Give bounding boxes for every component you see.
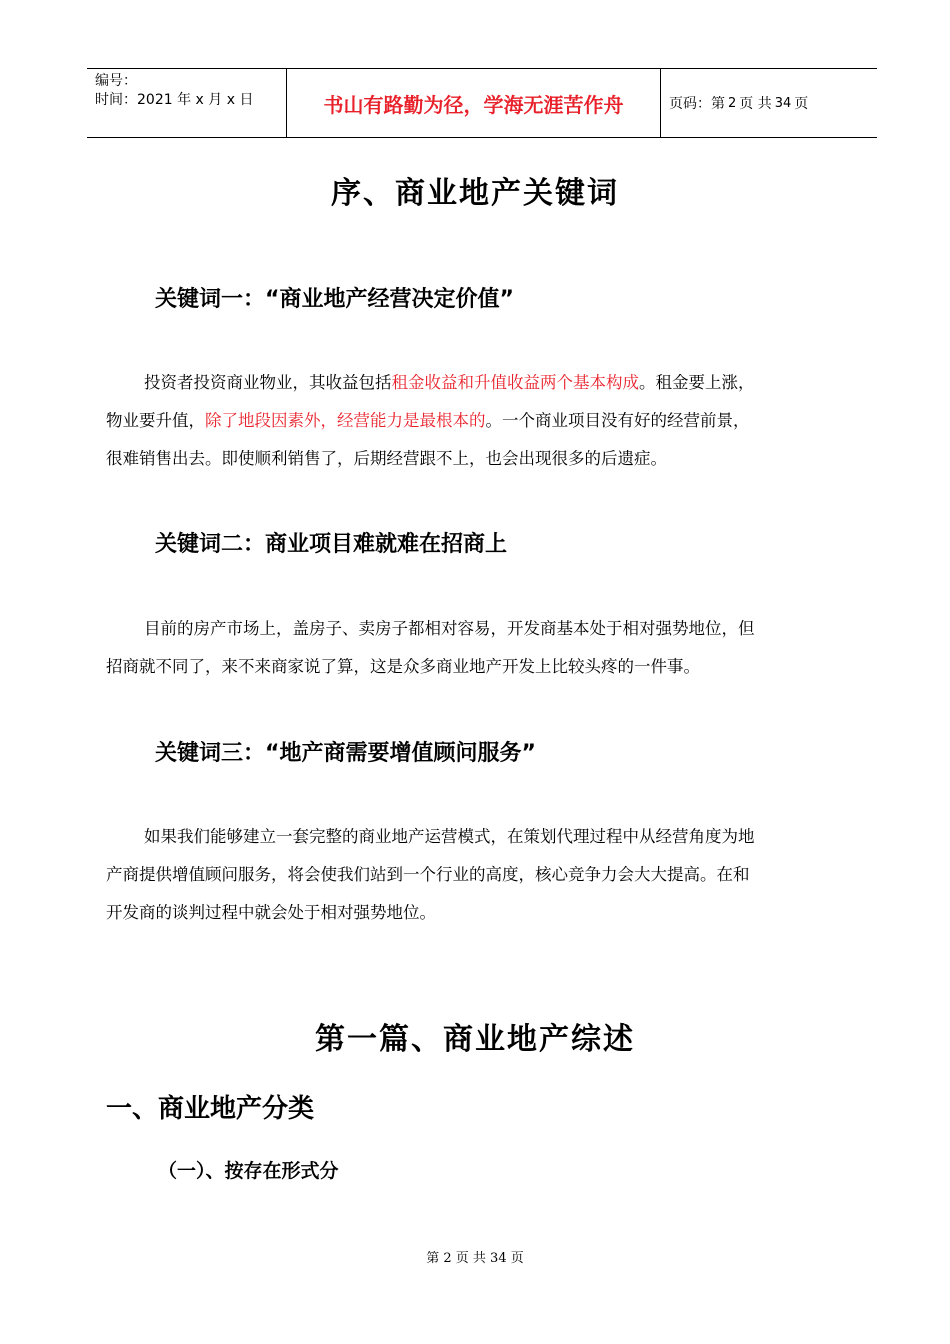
part-title: 第一篇、商业地产综述: [315, 1022, 635, 1057]
paragraph-line: 如果我们能够建立一套完整的商业地产运营模式，在策划代理过程中从经营角度为地: [144, 827, 755, 846]
paragraph-line: [106, 364, 862, 402]
page-prefix: 页码：第: [669, 96, 725, 112]
page-total: 34: [774, 95, 792, 111]
preface-title: 序、商业地产关键词: [331, 176, 619, 211]
page-mid: 页 共: [739, 96, 772, 112]
paragraph-line: 招商就不同了，来不来商家说了算，这是众多商业地产开发上比较头疼的一件事。: [106, 657, 700, 676]
doc-number-label: 编号：: [95, 73, 137, 89]
keyword-1-paragraph: [106, 364, 862, 478]
text-run: 投资者投资商业物业，其收益包括: [144, 373, 392, 392]
section-title: 一、商业地产分类: [106, 1094, 315, 1124]
page-current: 2: [728, 95, 737, 111]
keyword-3-paragraph: [106, 818, 862, 932]
header-motto: 书山有路勤为径，学海无涯苦作舟: [287, 69, 661, 137]
keyword-2-heading: 关键词二：商业项目难就难在招商上: [155, 532, 508, 557]
keyword-3-heading: 关键词三：“地产商需要增值顾问服务”: [155, 741, 536, 766]
header-page-indicator: [661, 69, 877, 137]
page-footer: 第 2 页 共 34 页: [426, 1251, 524, 1266]
subsection-title: （一）、按存在形式分: [158, 1160, 339, 1182]
doc-date-label: 时间：2021 年 x 月 x 日: [95, 92, 254, 108]
paragraph-line: 目前的房产市场上，盖房子、卖房子都相对容易，开发商基本处于相对强势地位，但: [144, 619, 755, 638]
paragraph-line: 开发商的谈判过程中就会处于相对强势地位。: [106, 903, 436, 922]
text-run: 。租金要上涨，: [639, 373, 755, 392]
header-table: [87, 68, 877, 138]
highlight-text: 租金收益和升值收益两个基本构成: [391, 373, 639, 392]
text-run: 。一个商业项目没有好的经营前景，: [485, 411, 750, 430]
text-run: 物业要升值，: [106, 411, 205, 430]
text-run: 很难销售出去。即使顺利销售了，后期经营跟不上，也会出现很多的后遗症。: [106, 449, 667, 468]
paragraph-line: [106, 440, 862, 478]
header-meta-cell: [87, 69, 287, 137]
page-suffix: 页: [794, 96, 809, 112]
paragraph-line: [106, 402, 862, 440]
keyword-1-heading: 关键词一：“商业地产经营决定价值”: [155, 287, 514, 312]
highlight-text: 除了地段因素外，经营能力是最根本的: [205, 411, 486, 430]
paragraph-line: 产商提供增值顾问服务，将会使我们站到一个行业的高度，核心竞争力会大大提高。在和: [106, 865, 750, 884]
keyword-2-paragraph: [106, 610, 862, 686]
